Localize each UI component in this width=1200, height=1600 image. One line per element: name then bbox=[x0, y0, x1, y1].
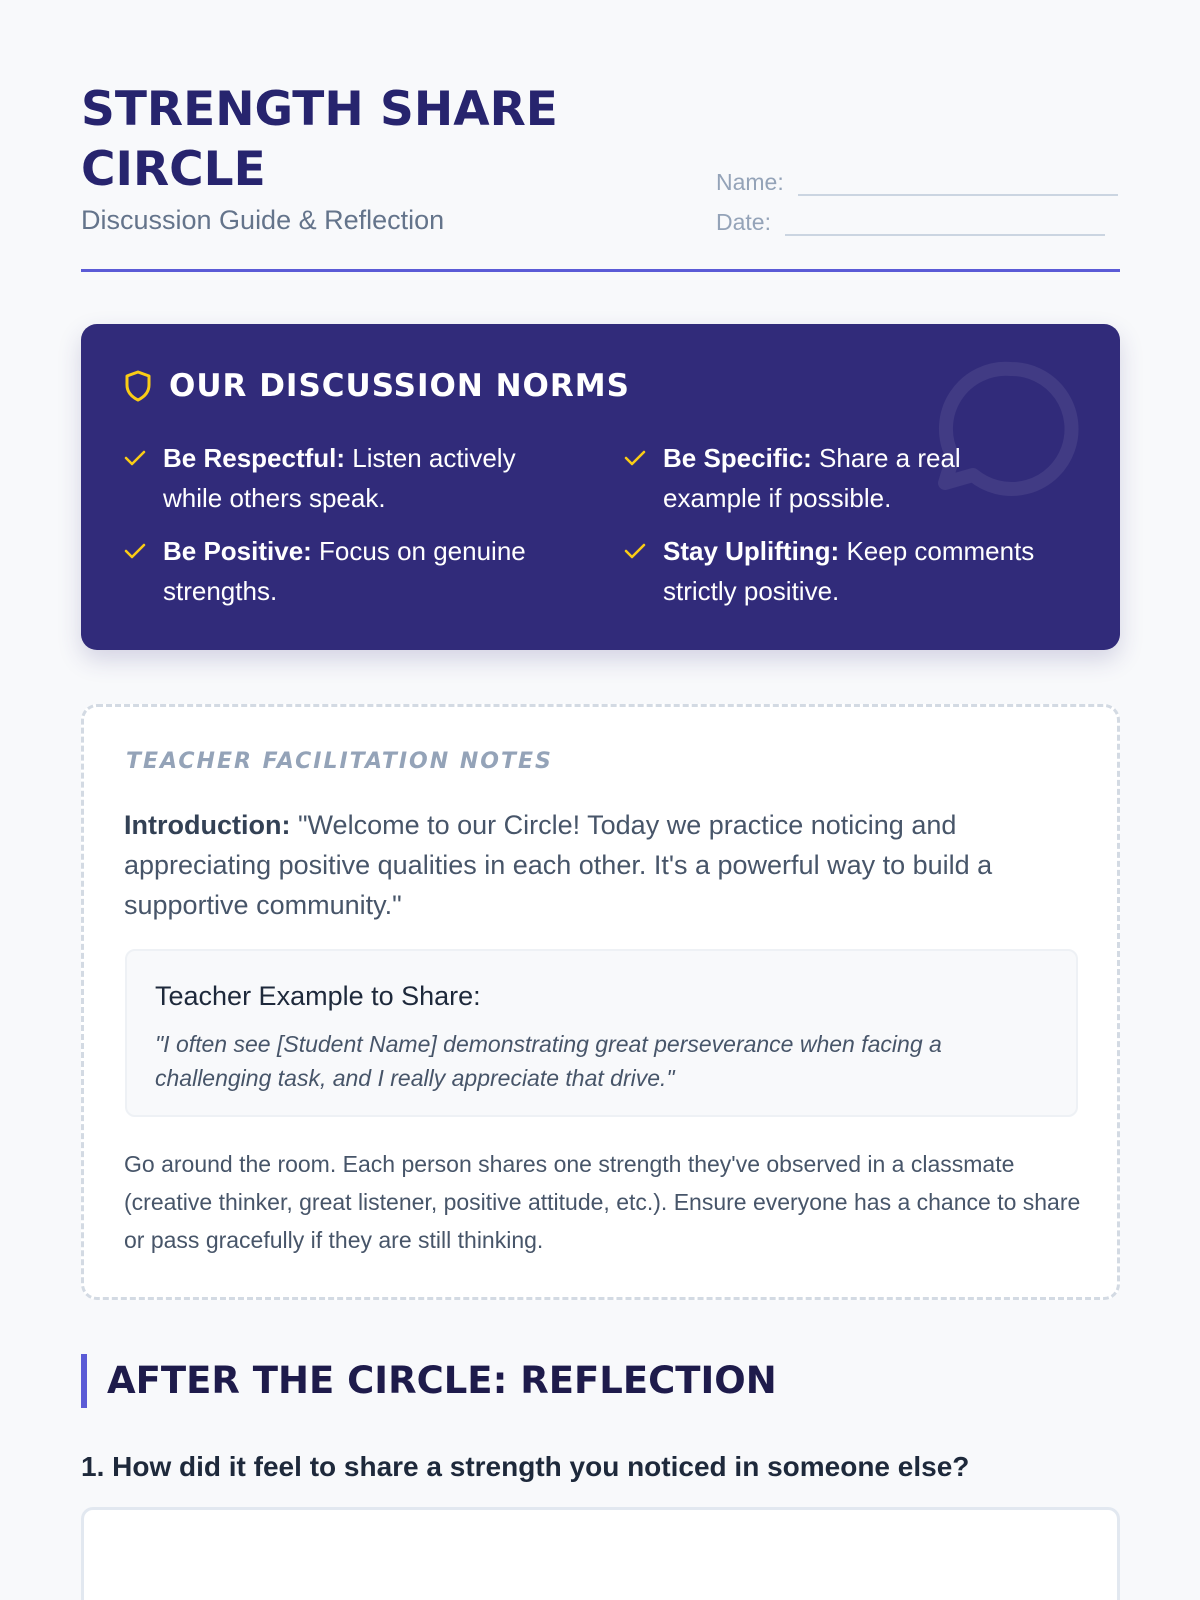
name-input-line[interactable] bbox=[798, 172, 1118, 196]
norm-text: Share a real example if possible. bbox=[663, 443, 961, 513]
norm-label: Be Positive: bbox=[163, 536, 312, 566]
instructions-paragraph: Go around the room. Each person shares one strength they've observed in a classmate (creative thinker, great listener, positive attitude, etc.). Ensure everyone has a chance to share or pass gracefully if they are still thinking. bbox=[124, 1151, 1081, 1253]
answer-box-1[interactable] bbox=[81, 1507, 1120, 1600]
intro-text: "Welcome to our Circle! Today we practice noticing and appreciating positive qualities in each other. It's a powerful way to build a supportive community." bbox=[124, 810, 993, 920]
norm-text: Keep comments strictly positive. bbox=[663, 536, 1035, 606]
norms-title: OUR DISCUSSION NORMS bbox=[169, 368, 630, 404]
example-title: Teacher Example to Share: bbox=[155, 981, 481, 1011]
teacher-notes-box bbox=[81, 704, 1120, 1300]
norm-label: Be Specific: bbox=[663, 443, 812, 473]
norm-text: Listen actively while others speak. bbox=[163, 443, 516, 513]
page-subtitle: Discussion Guide & Reflection bbox=[81, 205, 445, 235]
name-label: Name: bbox=[716, 169, 784, 195]
name-field[interactable] bbox=[716, 169, 1118, 196]
worksheet-page bbox=[81, 0, 1120, 1482]
check-icon bbox=[623, 446, 647, 470]
norm-item bbox=[123, 531, 553, 611]
norm-text: Focus on genuine strengths. bbox=[163, 536, 526, 606]
norm-item bbox=[623, 531, 1053, 611]
check-icon bbox=[623, 539, 647, 563]
discussion-norms-card bbox=[81, 324, 1120, 650]
date-input-line[interactable] bbox=[785, 212, 1105, 236]
teacher-example-box bbox=[125, 949, 1078, 1117]
check-icon bbox=[123, 446, 147, 470]
date-label: Date: bbox=[716, 209, 771, 235]
question-1: 1. How did it feel to share a strength you noticed in someone else? bbox=[81, 1451, 970, 1482]
norm-label: Stay Uplifting: bbox=[663, 536, 840, 566]
norms-heading bbox=[123, 368, 630, 404]
reflection-heading: AFTER THE CIRCLE: REFLECTION bbox=[81, 1354, 777, 1408]
example-quote: "I often see [Student Name] demonstrating great perseverance when facing a challenging task, and I really appreciate that drive." bbox=[155, 1031, 942, 1091]
notes-label: TEACHER FACILITATION NOTES bbox=[126, 749, 553, 774]
check-icon bbox=[123, 539, 147, 563]
norm-item bbox=[623, 438, 1053, 518]
intro-label: Introduction: bbox=[124, 810, 291, 840]
date-field[interactable] bbox=[716, 209, 1105, 236]
shield-icon bbox=[123, 369, 153, 403]
page-title: STRENGTH SHARE CIRCLE bbox=[81, 82, 558, 197]
norm-label: Be Respectful: bbox=[163, 443, 346, 473]
worksheet-header bbox=[81, 0, 1120, 272]
norm-item bbox=[123, 438, 553, 518]
introduction-paragraph bbox=[124, 805, 1084, 925]
